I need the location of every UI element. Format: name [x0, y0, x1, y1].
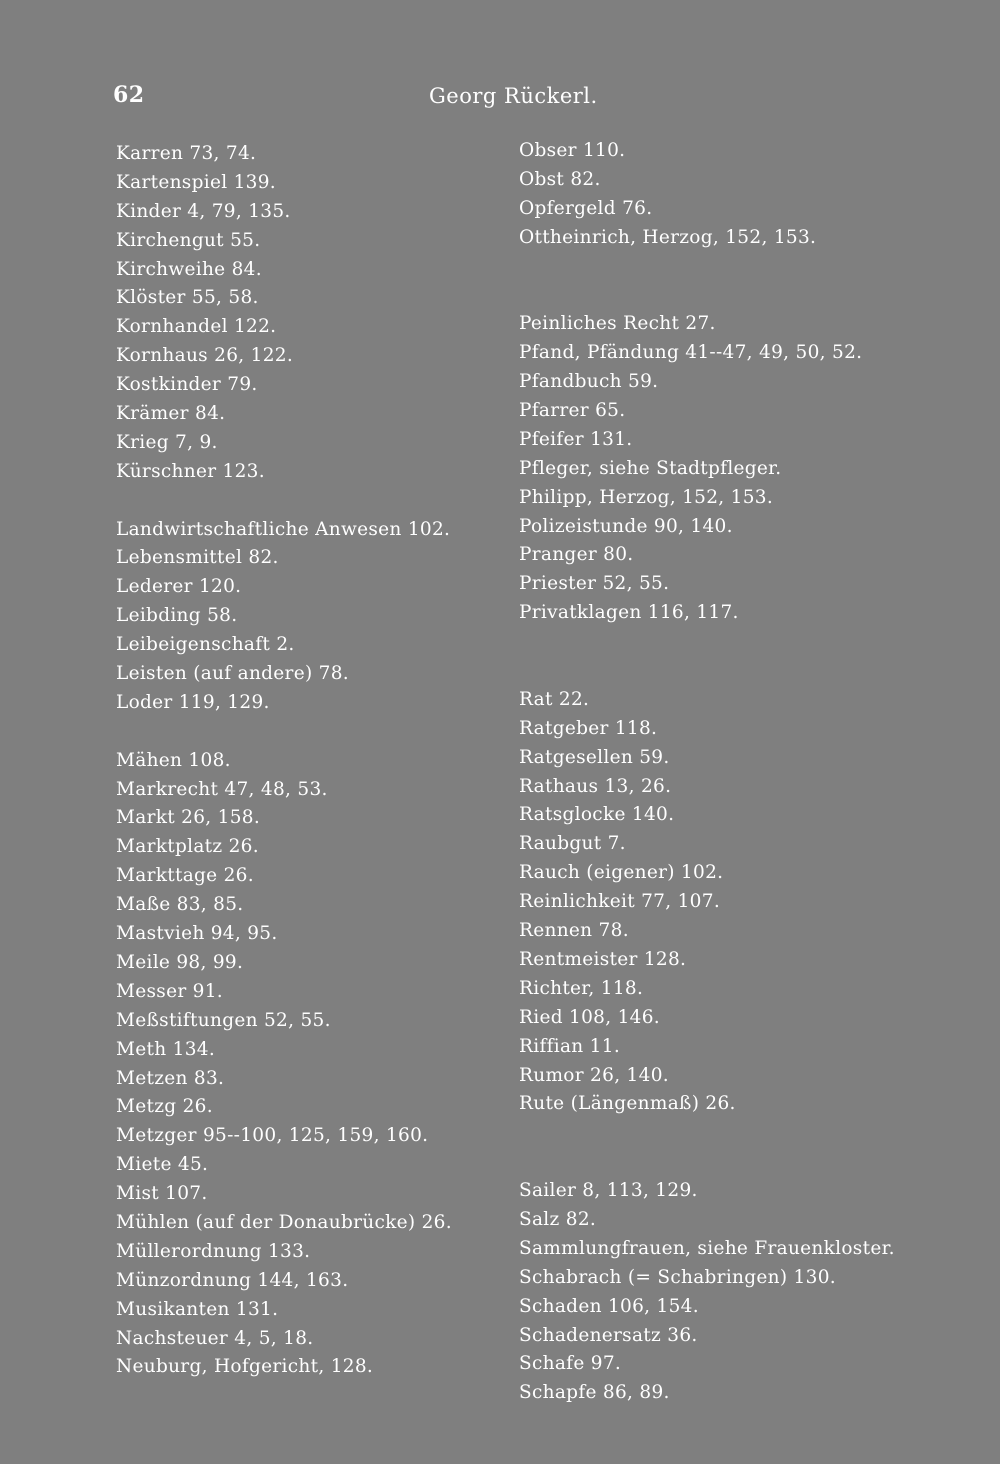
- index-gap: [519, 657, 939, 686]
- index-entry: Messer 91.: [116, 980, 223, 1002]
- index-entry: Meth 134.: [116, 1038, 216, 1060]
- index-entry: Rentmeister 128.: [519, 948, 687, 970]
- index-entry: Kürschner 123.: [116, 460, 265, 482]
- index-entry: Riffian 11.: [519, 1035, 621, 1057]
- index-gap: [116, 718, 496, 747]
- index-entry: Kostkinder 79.: [116, 374, 258, 396]
- index-entry: Loder 119, 129.: [116, 691, 270, 713]
- index-entry: Priester 52, 55.: [519, 573, 670, 595]
- index-entry: Privatklagen 116, 117.: [519, 602, 739, 624]
- index-entry: Ratsglocke 140.: [519, 804, 675, 826]
- index-entry: Peinliches Recht 27.: [519, 313, 716, 335]
- index-entry: Schapfe 86, 89.: [519, 1382, 670, 1404]
- index-entry: Ratgeber 118.: [519, 717, 658, 739]
- index-entry: Meßstiftungen 52, 55.: [116, 1009, 331, 1031]
- index-entry: Nachsteuer 4, 5, 18.: [116, 1327, 314, 1349]
- index-column-left: [116, 140, 496, 1382]
- index-entry: Karren 73, 74.: [116, 143, 257, 164]
- index-entry: Kartenspiel 139.: [116, 171, 276, 193]
- index-entry: Polizeistunde 90, 140.: [519, 515, 733, 537]
- index-entry: Musikanten 131.: [116, 1298, 279, 1320]
- index-entry: Richter, 118.: [519, 977, 644, 999]
- index-entry: Schadenersatz 36.: [519, 1324, 698, 1346]
- index-entry: Rathaus 13, 26.: [519, 775, 672, 797]
- index-column-right: [519, 137, 939, 1408]
- index-entry: Maße 83, 85.: [116, 894, 244, 916]
- index-entry: Neuburg, Hofgericht, 128.: [116, 1356, 374, 1378]
- index-entry: Pfandbuch 59.: [519, 371, 659, 393]
- index-entry: Raubgut 7.: [519, 833, 626, 855]
- index-entry: Rumor 26, 140.: [519, 1064, 669, 1086]
- index-entry: Markt 26, 158.: [116, 807, 261, 829]
- index-entry: Mist 107.: [116, 1183, 208, 1205]
- index-entry: Marktplatz 26.: [116, 836, 259, 858]
- index-entry: Kinder 4, 79, 135.: [116, 200, 291, 222]
- index-entry: Krämer 84.: [116, 403, 226, 425]
- index-gap: [519, 628, 939, 657]
- index-gap: [519, 1148, 939, 1177]
- index-entry: Pfeifer 131.: [519, 428, 633, 450]
- index-entry: Müllerordnung 133.: [116, 1240, 311, 1262]
- index-gap: [116, 487, 496, 516]
- index-gap: [519, 281, 939, 310]
- index-entry: Ratgesellen 59.: [519, 746, 670, 768]
- index-entry: Sailer 8, 113, 129.: [519, 1180, 698, 1202]
- index-entry: Krieg 7, 9.: [116, 431, 218, 453]
- index-gap: [519, 253, 939, 282]
- index-entry: Kirchengut 55.: [116, 229, 261, 251]
- index-entry: Münzordnung 144, 163.: [116, 1269, 349, 1291]
- index-entry: Metzg 26.: [116, 1096, 213, 1118]
- index-entry: Pfleger, siehe Stadtpfleger.: [519, 457, 782, 479]
- index-entry: Ottheinrich, Herzog, 152, 153.: [519, 226, 817, 248]
- index-entry: Markttage 26.: [116, 865, 254, 887]
- index-entry: Kirchweihe 84.: [116, 258, 262, 280]
- index-entry: Leisten (auf andere) 78.: [116, 663, 349, 685]
- index-entry: Klöster 55, 58.: [116, 287, 259, 309]
- index-entry: Lederer 120.: [116, 576, 242, 598]
- index-entry: Salz 82.: [519, 1208, 597, 1230]
- index-entry: Leibeigenschaft 2.: [116, 634, 295, 656]
- index-entry: Obser 110.: [519, 140, 626, 161]
- index-entry: Pfand, Pfändung 41--47, 49, 50, 52.: [519, 342, 863, 364]
- index-entry: Sammlungfrauen, siehe Frauenkloster.: [519, 1237, 895, 1259]
- index-entry: Kornhaus 26, 122.: [116, 345, 294, 367]
- index-entry: Mastvieh 94, 95.: [116, 923, 278, 945]
- running-title: Georg Rückerl.: [429, 84, 598, 108]
- index-entry: Schafe 97.: [519, 1353, 622, 1375]
- index-entry: Obst 82.: [519, 168, 601, 190]
- index-entry: Mühlen (auf der Donaubrücke) 26.: [116, 1211, 452, 1233]
- index-entry: Kornhandel 122.: [116, 316, 277, 338]
- index-entry: Pranger 80.: [519, 544, 634, 566]
- index-entry: Ried 108, 146.: [519, 1006, 660, 1028]
- index-entry: Rauch (eigener) 102.: [519, 862, 724, 884]
- index-entry: Rennen 78.: [519, 920, 629, 942]
- index-gap: [519, 1119, 939, 1148]
- index-entry: Metzen 83.: [116, 1067, 225, 1089]
- index-entry: Mähen 108.: [116, 749, 231, 771]
- index-entry: Rat 22.: [519, 688, 590, 710]
- index-entry: Meile 98, 99.: [116, 951, 244, 973]
- index-entry: Leibding 58.: [116, 605, 238, 627]
- index-entry: Lebensmittel 82.: [116, 547, 279, 569]
- index-entry: Schaden 106, 154.: [519, 1295, 699, 1317]
- index-entry: Miete 45.: [116, 1154, 209, 1176]
- index-entry: Markrecht 47, 48, 53.: [116, 778, 328, 800]
- index-entry: Metzger 95--100, 125, 159, 160.: [116, 1125, 429, 1147]
- index-entry: Pfarrer 65.: [519, 400, 626, 422]
- index-entry: Landwirtschaftliche Anwesen 102.: [116, 518, 451, 540]
- index-entry: Reinlichkeit 77, 107.: [519, 891, 721, 913]
- index-entry: Philipp, Herzog, 152, 153.: [519, 486, 774, 508]
- index-entry: Rute (Längenmaß) 26.: [519, 1093, 736, 1115]
- index-entry: Schabrach (= Schabringen) 130.: [519, 1266, 836, 1288]
- page-number: 62: [113, 82, 145, 108]
- index-entry: Opfergeld 76.: [519, 197, 653, 219]
